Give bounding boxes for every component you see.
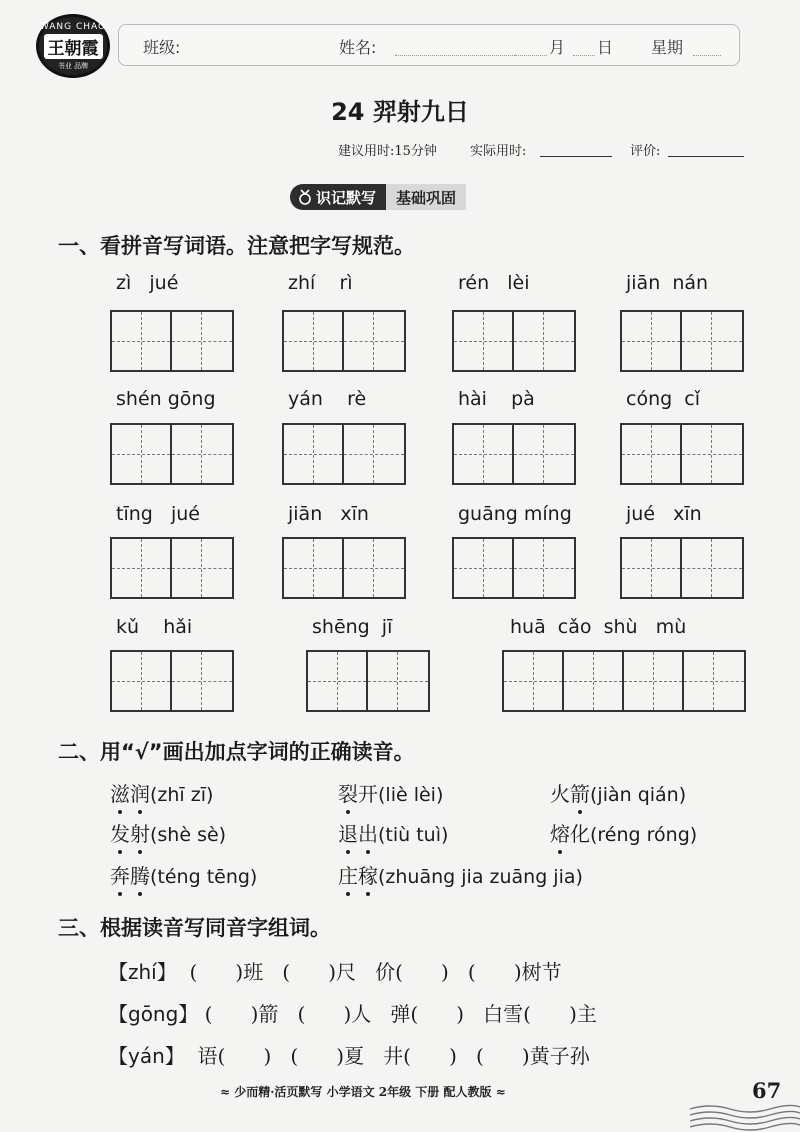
- section-badge: 识记默写 基础巩固: [290, 184, 466, 210]
- homophone-row[interactable]: [108, 998, 597, 1027]
- lesson-title: 24 羿射九日: [331, 98, 469, 126]
- pronunciation-item: [110, 818, 226, 847]
- writing-cell[interactable]: [622, 312, 682, 370]
- dotted-character: 奔: [110, 860, 130, 889]
- pinyin-label: cóng cǐ: [626, 388, 700, 410]
- pinyin-options[interactable]: (jiàn qián): [590, 784, 687, 806]
- wave-decoration-icon: [690, 1095, 800, 1132]
- writing-grid[interactable]: [110, 310, 234, 372]
- writing-cell[interactable]: [454, 425, 514, 483]
- suggested-time: 建议用时:15分钟: [338, 144, 437, 159]
- writing-grid[interactable]: [620, 423, 744, 485]
- homophone-blanks[interactable]: ( )箭 ( )人 弹( ) 白雪( )主: [198, 1002, 597, 1026]
- writing-cell[interactable]: [454, 312, 514, 370]
- dotted-character: 箭: [570, 778, 590, 807]
- actual-time-blank[interactable]: [540, 156, 612, 157]
- pinyin-label: shēng jī: [312, 616, 393, 638]
- writing-cell[interactable]: [622, 539, 682, 597]
- pinyin-key: 【gōng】: [108, 1002, 199, 1026]
- week-label: 星期: [651, 38, 684, 57]
- pronunciation-item: 熔化(réng róng): [550, 818, 697, 847]
- writing-grid[interactable]: [620, 537, 744, 599]
- writing-cell[interactable]: [504, 652, 564, 710]
- pronunciation-item: [338, 818, 448, 847]
- writing-cell[interactable]: [284, 425, 344, 483]
- writing-cell[interactable]: [284, 312, 344, 370]
- dotted-character: 射: [130, 818, 150, 847]
- day-label: 日: [597, 38, 614, 57]
- pinyin-label: zhí rì: [288, 272, 353, 294]
- writing-cell[interactable]: [514, 539, 574, 597]
- pronunciation-item: 火箭(jiàn qián): [550, 778, 686, 807]
- dotted-character: 出: [358, 818, 378, 847]
- writing-grid[interactable]: [110, 537, 234, 599]
- dotted-character: 稼: [358, 860, 378, 889]
- rating-label: 评价:: [630, 144, 661, 159]
- pinyin-label: yán rè: [288, 388, 367, 410]
- pinyin-label: rén lèi: [458, 272, 530, 294]
- pinyin-key: 【zhí】: [108, 960, 177, 984]
- pronunciation-item: [338, 860, 583, 889]
- writing-grid[interactable]: [502, 650, 746, 712]
- actual-time-label: 实际用时:: [470, 144, 527, 159]
- writing-cell[interactable]: [682, 425, 742, 483]
- name-blank[interactable]: [395, 55, 523, 56]
- pinyin-label: jiān nán: [626, 272, 709, 294]
- pinyin-label: jué xīn: [626, 503, 702, 525]
- pinyin-options[interactable]: (zhuāng jia zuāng jia): [378, 866, 583, 888]
- writing-cell[interactable]: [622, 425, 682, 483]
- homophone-row[interactable]: [108, 1040, 590, 1069]
- pinyin-options[interactable]: (shè sè): [150, 824, 227, 846]
- writing-cell[interactable]: [112, 652, 172, 710]
- writing-cell[interactable]: [514, 425, 574, 483]
- writing-cell[interactable]: [684, 652, 744, 710]
- writing-cell[interactable]: [112, 312, 172, 370]
- writing-cell[interactable]: [344, 539, 404, 597]
- writing-cell[interactable]: [344, 425, 404, 483]
- writing-grid[interactable]: [282, 537, 406, 599]
- footer-text: ≈ 少而精·活页默写 小学语文 2年级 下册 配人教版 ≈: [220, 1085, 506, 1099]
- pinyin-label: shén gōng: [116, 388, 216, 410]
- homophone-row[interactable]: [108, 956, 562, 985]
- dotted-character: 庄: [338, 860, 358, 889]
- writing-grid[interactable]: [110, 423, 234, 485]
- writing-grid[interactable]: [306, 650, 430, 712]
- writing-cell[interactable]: [172, 539, 232, 597]
- pinyin-options[interactable]: (réng róng): [590, 824, 698, 846]
- writing-cell[interactable]: [682, 312, 742, 370]
- writing-cell[interactable]: [112, 425, 172, 483]
- dotted-character: 发: [110, 818, 130, 847]
- dotted-character: 退: [338, 818, 358, 847]
- pinyin-label: jiān xīn: [288, 503, 369, 525]
- writing-cell[interactable]: [172, 425, 232, 483]
- writing-grid[interactable]: [282, 310, 406, 372]
- writing-cell[interactable]: [344, 312, 404, 370]
- pinyin-options[interactable]: (téng tēng): [150, 866, 258, 888]
- dotted-character: 裂: [338, 778, 358, 807]
- student-info-bar: [118, 24, 740, 66]
- section2-title: 二、用“√”画出加点字词的正确读音。: [58, 740, 415, 764]
- pinyin-options[interactable]: (liè lèi): [378, 784, 444, 806]
- writing-cell[interactable]: [172, 312, 232, 370]
- pronunciation-item: [110, 860, 257, 889]
- pinyin-label: tīng jué: [116, 503, 200, 525]
- writing-cell[interactable]: [514, 312, 574, 370]
- month-blank[interactable]: [515, 55, 547, 56]
- pinyin-label: zì jué: [116, 272, 179, 294]
- medal-icon: [298, 189, 312, 205]
- writing-grid[interactable]: [452, 310, 576, 372]
- writing-grid[interactable]: [110, 650, 234, 712]
- week-blank[interactable]: [693, 55, 721, 56]
- section3-title: 三、根据读音写同音字组词。: [58, 916, 331, 940]
- pinyin-options[interactable]: (tiù tuì): [378, 824, 449, 846]
- page-number: 67: [752, 1078, 782, 1103]
- dotted-character: 腾: [130, 860, 150, 889]
- publisher-logo: WANG CHAO 王朝霞 书业 品牌: [36, 14, 110, 78]
- pinyin-label: huā cǎo shù mù: [510, 616, 687, 638]
- pinyin-options[interactable]: (zhī zī): [150, 784, 214, 806]
- writing-cell[interactable]: [454, 539, 514, 597]
- pinyin-label: kǔ hǎi: [116, 616, 193, 638]
- rating-blank[interactable]: [668, 156, 744, 157]
- writing-cell[interactable]: [564, 652, 624, 710]
- section1-title: 一、看拼音写词语。注意把字写规范。: [58, 234, 415, 258]
- pronunciation-item: [110, 778, 213, 807]
- writing-grid[interactable]: [452, 537, 576, 599]
- dotted-character: 滋: [110, 778, 130, 807]
- writing-cell[interactable]: [682, 539, 742, 597]
- pinyin-label: guāng míng: [458, 503, 572, 525]
- pronunciation-item: 裂开(liè lèi): [338, 778, 443, 807]
- writing-grid[interactable]: [620, 310, 744, 372]
- month-label: 月: [549, 38, 566, 57]
- writing-cell[interactable]: [624, 652, 684, 710]
- writing-cell[interactable]: [368, 652, 428, 710]
- writing-cell[interactable]: [172, 652, 232, 710]
- name-label: 姓名:: [339, 38, 377, 57]
- writing-grid[interactable]: [282, 423, 406, 485]
- homophone-blanks[interactable]: 语( ) ( )夏 井( ) ( )黄子孙: [184, 1044, 590, 1068]
- pinyin-label: hài pà: [458, 388, 535, 410]
- writing-cell[interactable]: [112, 539, 172, 597]
- homophone-blanks[interactable]: ( )班 ( )尺 价( ) ( )树节: [176, 960, 562, 984]
- writing-cell[interactable]: [308, 652, 368, 710]
- pinyin-key: 【yán】: [108, 1044, 185, 1068]
- class-label: 班级:: [143, 38, 181, 57]
- dotted-character: 熔: [550, 818, 570, 847]
- dotted-character: 润: [130, 778, 150, 807]
- writing-grid[interactable]: [452, 423, 576, 485]
- day-blank[interactable]: [573, 55, 595, 56]
- writing-cell[interactable]: [284, 539, 344, 597]
